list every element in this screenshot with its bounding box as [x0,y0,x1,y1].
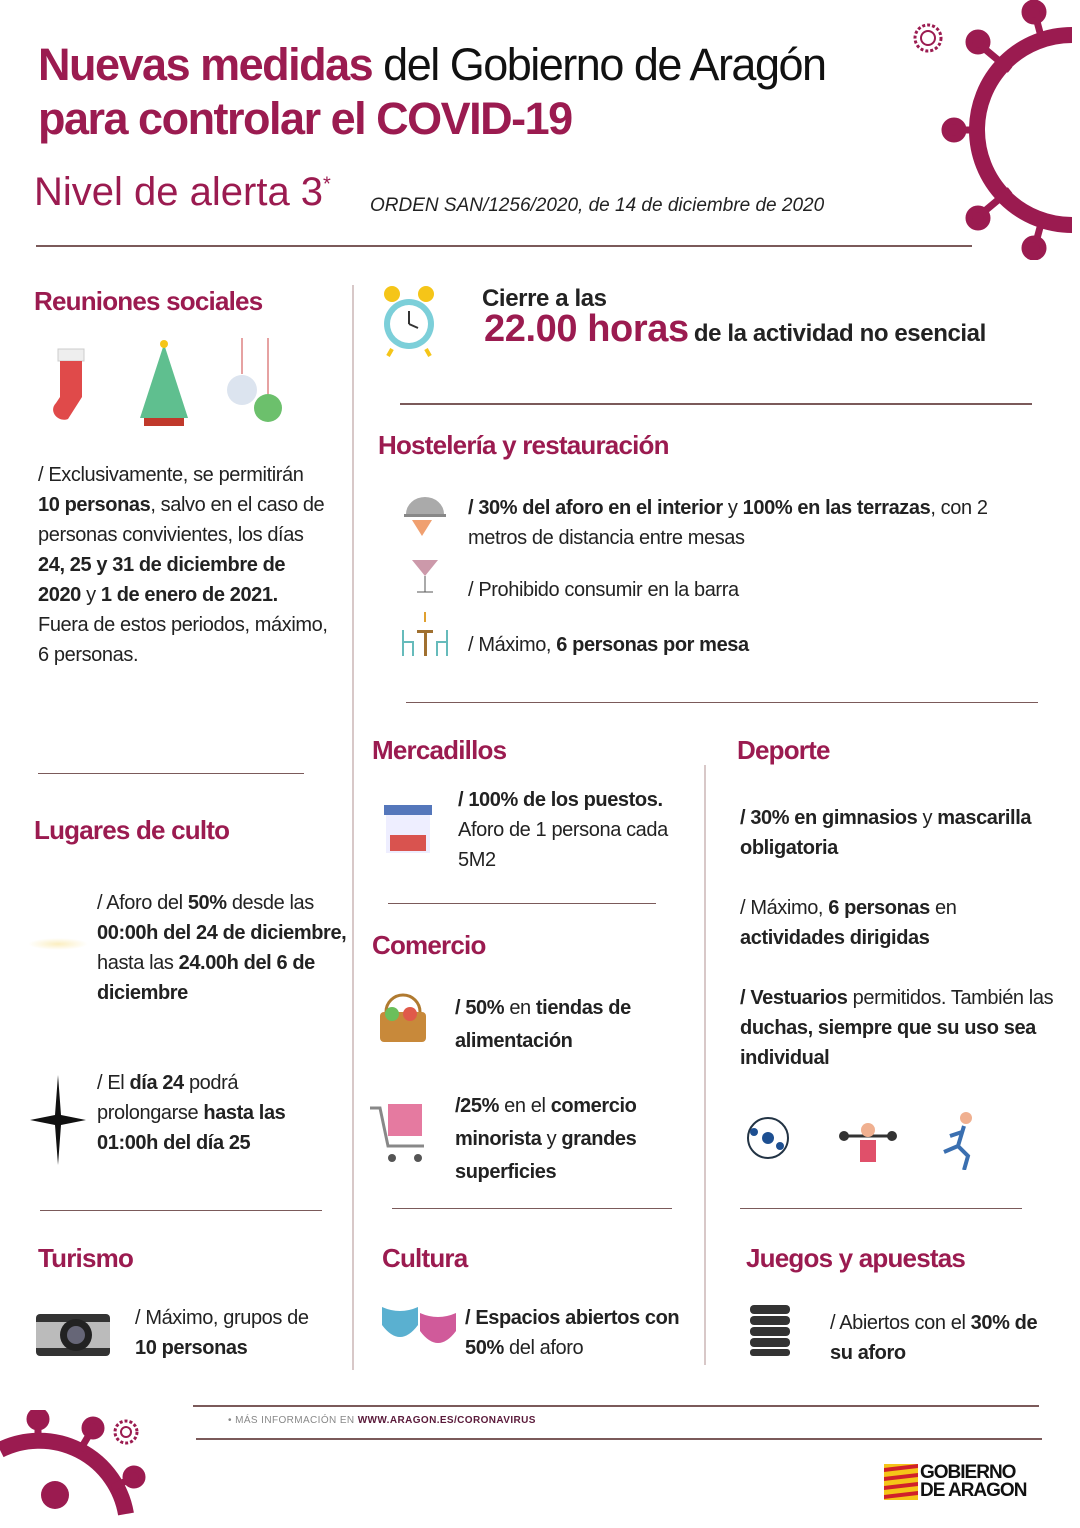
text-segment: en [504,997,536,1019]
order-reference: ORDEN SAN/1256/2020, de 14 de diciembre de 2020 [370,195,825,216]
section-title-deporte: Deporte [737,735,830,765]
text-segment: y [541,1128,562,1150]
emphasis-text: tiendas de alimentación [455,997,631,1052]
small-virus-icon [108,1414,144,1450]
text-segment: permitidos. También las [847,987,1054,1009]
text-segment: en el [499,1095,551,1117]
bullet: • [228,1415,232,1426]
text-segment: podrá prolongarse [97,1072,239,1124]
emphasis-text: / Espacios abiertos con 50% [465,1307,680,1359]
logo-line-1: GOBIERNO [920,1462,1016,1483]
emphasis-text: 100% en las terrazas [742,497,931,519]
theater-masks-icon [380,1303,458,1353]
comercio-item-alimentacion [455,992,695,1058]
emphasis-text: /25% [455,1095,499,1117]
section-title-turismo: Turismo [38,1243,134,1273]
header-divider [36,245,972,247]
text-segment: / Aforo del [97,892,188,914]
alarm-clock-icon [380,284,438,358]
text-segment: hasta las [97,952,179,974]
rich-text [135,1307,309,1359]
rich-text [830,1312,1037,1364]
rich-text [455,1095,636,1183]
poker-chips-icon [748,1303,792,1357]
text-segment: / Exclusivamente, se permitirán [38,464,304,486]
cocktail-icon [410,552,440,596]
text-segment: / Máximo, grupos de [135,1307,309,1329]
emphasis-text: día 24 [129,1072,184,1094]
rich-text [468,497,988,549]
text-segment: / El [97,1072,130,1094]
emphasis-text: comercio minorista [455,1095,637,1150]
light-glow-icon [28,938,88,950]
footer-divider-top [193,1405,1039,1407]
alert-footnote-mark: * [323,173,331,196]
section-title-reuniones: Reuniones sociales [34,286,263,316]
closing-scope: de la actividad no esencial [693,320,986,347]
emphasis-text: 30% de su aforo [830,1312,1038,1364]
gobierno-aragon-logo [884,1464,1044,1502]
emphasis-text: 10 personas [38,494,151,516]
section-title-comercio: Comercio [372,930,486,960]
text-segment: / Máximo, [468,634,557,656]
weightlifter-icon [838,1118,898,1166]
serving-cloche-icon [404,494,446,538]
camera-icon [36,1308,110,1356]
emphasis-text: 10 personas [135,1337,248,1359]
rich-text [465,1307,679,1359]
section-title-juegos: Juegos y apuestas [746,1243,966,1273]
emphasis-text: Nuevas medidas [38,39,373,90]
emphasis-text: / Vestuarios [740,987,848,1009]
text-segment: y [722,497,743,519]
rich-text [458,789,668,871]
footer-divider-bottom [196,1438,1042,1440]
alert-level-text: Nivel de alerta 3 [34,170,324,214]
closing-hour-line [484,308,986,350]
cultura-text [465,1303,695,1363]
section-title-mercadillos: Mercadillos [372,735,507,765]
star-sparkle-icon [30,1075,86,1165]
logo-line-2: DE ARAGON [920,1480,1027,1501]
text-segment: en [929,897,957,919]
market-stall-icon [382,803,434,855]
text-segment: Fuera de estos periodos, máximo, 6 personas. [38,614,328,666]
culto-item-dia24 [97,1068,337,1158]
column-divider-left [352,285,354,1370]
text-segment: / Máximo, [740,897,829,919]
runner-icon [940,1110,980,1170]
soccer-ball-icon [746,1116,790,1160]
rich-text [468,634,749,656]
closing-label: Cierre a las [482,285,607,312]
emphasis-text: 24, 25 y 31 de diciembre de 2020 [38,554,286,606]
emphasis-text: actividades dirigidas [740,927,930,949]
rich-text [97,892,346,1004]
rich-text [740,807,1031,859]
culto-item-aforo [97,888,347,1008]
alert-level [34,170,331,215]
page-title [38,38,898,146]
divider [38,773,304,774]
shopping-cart-icon [368,1100,432,1166]
text-segment: desde las [226,892,314,914]
rich-text [740,897,956,949]
text-segment: , salvo en el caso de personas convivientes, los días [38,494,325,546]
emphasis-text: duchas, siempre que su uso sea individual [740,1017,1036,1069]
emphasis-text: / 50% [455,997,505,1019]
divider [392,1208,672,1209]
emphasis-text: 6 personas por mesa [556,634,749,656]
aragon-flag-icon [884,1464,918,1500]
divider [40,1210,322,1211]
emphasis-text: grandes superficies [455,1128,637,1183]
christmas-tree-icon [134,338,194,428]
divider [406,702,1038,703]
rich-text [455,997,631,1052]
more-info-label: MÁS INFORMACIÓN EN [235,1415,358,1426]
more-info [228,1415,536,1426]
emphasis-text: 24.00h del 6 de diciembre [97,952,315,1004]
deporte-item-actividades [740,893,1040,953]
emphasis-text: 1 de enero de 2021. [100,584,278,606]
text-segment: / Abiertos con el [830,1312,971,1334]
rich-text [740,987,1053,1069]
divider [388,903,656,904]
text-segment: y [917,807,938,829]
christmas-ornaments-icon [224,338,286,428]
emphasis-text: 6 personas [828,897,930,919]
closing-hour: 22.00 horas [484,308,689,350]
small-virus-icon [905,15,951,61]
rich-text [38,464,328,666]
turismo-text [135,1303,335,1363]
text-segment: Aforo de 1 persona cada 5M2 [458,819,668,871]
text-segment: , con 2 metros de distancia entre mesas [468,497,988,549]
deporte-item-vestuarios [740,983,1060,1073]
emphasis-text: / 30% en gimnasios [740,807,918,829]
divider [400,403,1032,405]
section-title-cultura: Cultura [382,1243,468,1273]
hosteleria-item-aforo [468,493,1038,553]
emphasis-text: hasta las 01:00h del día 25 [97,1102,286,1154]
section-title-culto: Lugares de culto [34,815,230,845]
christmas-stocking-icon [44,345,96,425]
emphasis-text: 50% [187,892,227,914]
comercio-item-minorista [455,1090,695,1189]
emphasis-text: 00:00h del 24 de diciembre, [97,922,347,944]
section-title-hosteleria: Hostelería y restauración [378,430,669,460]
deporte-item-gimnasios [740,803,1040,863]
text-segment: y [80,584,101,606]
more-info-link[interactable]: WWW.ARAGON.ES/CORONAVIRUS [357,1415,536,1426]
reuniones-text [38,460,328,670]
emphasis-text: mascarilla obligatoria [740,807,1032,859]
virus-illustration-top [930,0,1080,260]
hosteleria-item-mesa [468,630,1038,660]
rich-text [468,579,739,601]
mercadillos-text [458,785,678,875]
hosteleria-item-barra [468,575,1038,605]
text-segment: / Prohibido consumir en la barra [468,579,739,601]
grocery-basket-icon [376,992,430,1046]
emphasis-text: / 100% de los puestos. [458,789,663,811]
emphasis-text: para controlar el COVID-19 [38,93,572,144]
emphasis-text: / 30% del aforo en el interior [468,497,723,519]
rich-text [97,1072,285,1154]
table-chairs-icon [400,612,450,658]
juegos-text [830,1308,1040,1368]
column-divider-right [704,765,706,1365]
text-segment: del Gobierno de Aragón [372,39,826,90]
text-segment: del aforo [503,1337,584,1359]
divider [740,1208,1022,1209]
